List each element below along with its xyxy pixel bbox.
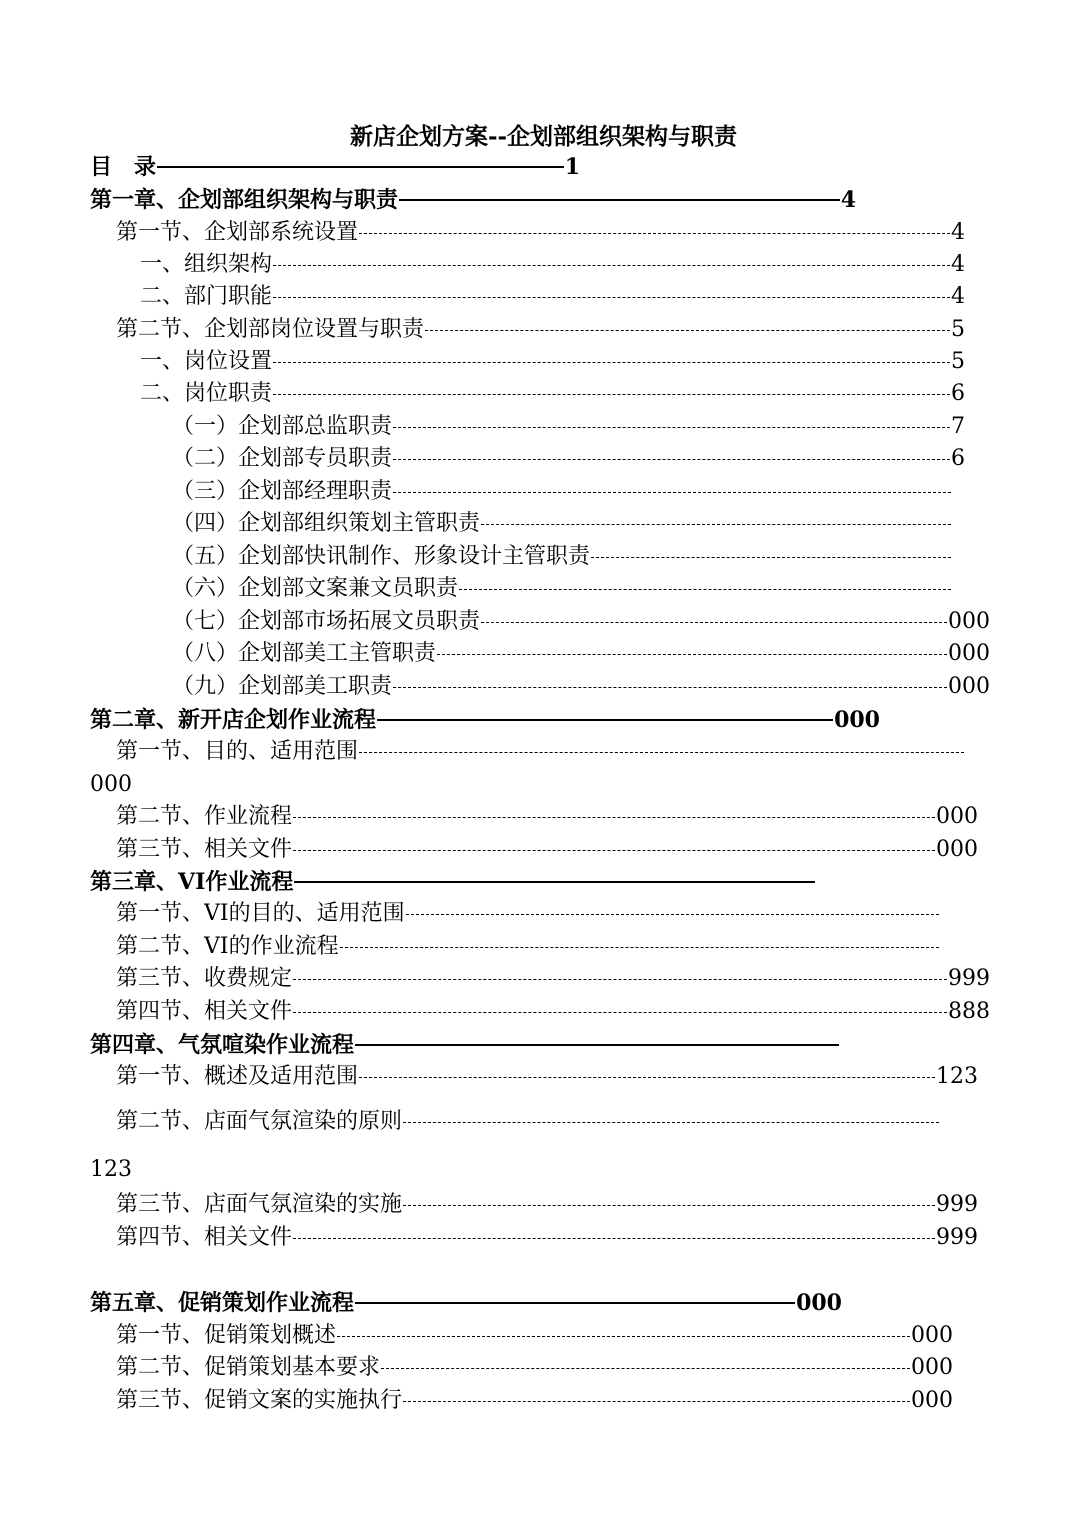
- toc-entry[interactable]: [172, 574, 952, 604]
- dot-leader: [293, 850, 935, 851]
- dot-leader: [406, 914, 939, 915]
- toc-entry[interactable]: [90, 185, 856, 215]
- toc-entry[interactable]: [116, 315, 965, 345]
- toc-entry[interactable]: [140, 282, 965, 312]
- toc-entry-page: 5: [951, 317, 965, 342]
- toc-entry[interactable]: [116, 1062, 978, 1092]
- toc-entry-label: 第三节、店面气氛渲染的实施: [116, 1192, 403, 1217]
- dot-leader: [393, 459, 950, 460]
- toc-entry-page: 000: [911, 1355, 953, 1380]
- toc-entry-label: 一、岗位设置: [140, 349, 273, 374]
- dot-leader: [399, 199, 840, 201]
- toc-entry[interactable]: [116, 997, 990, 1027]
- dot-leader: [481, 622, 947, 623]
- toc-entry-label: （三）企划部经理职责: [172, 479, 393, 504]
- dot-leader: [403, 1205, 935, 1206]
- dot-leader: [359, 1077, 935, 1078]
- toc-entry-page: 000: [936, 804, 978, 829]
- toc-entry-label: 第一节、促销策划概述: [116, 1323, 337, 1348]
- dot-leader: [157, 166, 564, 168]
- toc-entry-label: （八）企划部美工主管职责: [172, 641, 437, 666]
- toc-entry-page: 4: [951, 284, 965, 309]
- document-title: 新店企划方案--企划部组织架构与职责: [349, 123, 738, 150]
- toc-entry[interactable]: [90, 1030, 840, 1060]
- toc-entry[interactable]: [172, 542, 952, 572]
- dot-leader: [591, 557, 951, 558]
- toc-entry-page: 000: [911, 1388, 953, 1413]
- toc-entry-label: 二、部门职能: [140, 284, 273, 309]
- dot-leader: [437, 654, 947, 655]
- toc-entry-label: 第一节、概述及适用范围: [116, 1064, 359, 1089]
- toc-entry[interactable]: [172, 477, 952, 507]
- toc-entry-label: （六）企划部文案兼文员职责: [172, 576, 459, 601]
- toc-entry-page: 000: [90, 772, 132, 797]
- toc-entry-label: 第二节、企划部岗位设置与职责: [116, 317, 425, 342]
- toc-entry-label: 第四节、相关文件: [116, 999, 293, 1024]
- toc-entry-page: 123: [90, 1157, 132, 1182]
- toc-entry-page: 6: [951, 446, 965, 471]
- toc-entry[interactable]: [90, 705, 880, 735]
- dot-leader: [481, 524, 951, 525]
- dot-leader: [377, 719, 833, 721]
- toc-entry[interactable]: [116, 1107, 940, 1137]
- toc-entry-label: 第一节、企划部系统设置: [116, 220, 359, 245]
- toc-entry[interactable]: [116, 932, 940, 962]
- toc-entry-page: 999: [936, 1225, 978, 1250]
- toc-entry[interactable]: [140, 379, 965, 409]
- dot-leader: [273, 297, 950, 298]
- toc-entry-label: 第二节、店面气氛渲染的原则: [116, 1109, 403, 1134]
- toc-entry-page: 000: [948, 641, 990, 666]
- dot-leader: [359, 752, 964, 753]
- dot-leader: [340, 947, 939, 948]
- toc-entry-label: （七）企划部市场拓展文员职责: [172, 609, 481, 634]
- toc-entry-page: 000: [834, 707, 880, 733]
- toc-entry[interactable]: [172, 509, 952, 539]
- dot-leader: [293, 817, 935, 818]
- toc-entry[interactable]: [172, 412, 965, 442]
- dot-leader: [337, 1336, 910, 1337]
- toc-entry[interactable]: [116, 218, 965, 248]
- toc-entry-label: 第二节、作业流程: [116, 804, 293, 829]
- dot-leader: [393, 427, 950, 428]
- toc-entry-label: （五）企划部快讯制作、形象设计主管职责: [172, 544, 591, 569]
- dot-leader: [359, 233, 950, 234]
- toc-entry-label: 第三节、收费规定: [116, 966, 293, 991]
- toc-entry[interactable]: [90, 152, 580, 182]
- toc-entry[interactable]: [116, 835, 978, 865]
- toc-entry[interactable]: [90, 1288, 842, 1318]
- toc-entry-label: 第一节、VI的目的、适用范围: [116, 901, 405, 926]
- toc-entry-label: 目 录: [90, 154, 157, 180]
- toc-entry-label: 第二章、新开店企划作业流程: [90, 707, 377, 733]
- toc-entry-label: 第三节、促销文案的实施执行: [116, 1388, 403, 1413]
- toc-entry[interactable]: [116, 1353, 953, 1383]
- toc-entry-page: 1: [564, 154, 580, 180]
- toc-entry[interactable]: [116, 802, 978, 832]
- toc-entry-page: 999: [948, 966, 990, 991]
- toc-entry-label: （二）企划部专员职责: [172, 446, 393, 471]
- toc-entry-page: 6: [951, 381, 965, 406]
- toc-entry-page: 888: [948, 999, 990, 1024]
- dot-leader: [355, 1302, 795, 1304]
- toc-entry-page: 4: [951, 252, 965, 277]
- toc-entry[interactable]: [116, 1190, 978, 1220]
- toc-entry-label: 二、岗位职责: [140, 381, 273, 406]
- toc-entry-label: 第四章、气氛喧染作业流程: [90, 1032, 355, 1058]
- dot-leader: [425, 330, 950, 331]
- dot-leader: [393, 492, 951, 493]
- toc-entry[interactable]: [116, 899, 940, 929]
- toc-entry[interactable]: [116, 1223, 978, 1253]
- toc-entry-label: （一）企划部总监职责: [172, 414, 393, 439]
- dot-leader: [293, 979, 947, 980]
- toc-entry-label: 第三节、相关文件: [116, 837, 293, 862]
- toc-entry-label: 一、组织架构: [140, 252, 273, 277]
- toc-entry[interactable]: [90, 867, 816, 897]
- dot-leader: [273, 394, 950, 395]
- toc-entry-page: 000: [936, 837, 978, 862]
- toc-entry-page: 4: [840, 187, 856, 213]
- toc-entry-page: 4: [951, 220, 965, 245]
- toc-entry-label: 第四节、相关文件: [116, 1225, 293, 1250]
- toc-entry[interactable]: [140, 250, 965, 280]
- dot-leader: [381, 1368, 910, 1369]
- toc-entry[interactable]: [172, 607, 990, 637]
- dot-leader: [293, 1012, 947, 1013]
- dot-leader: [273, 362, 950, 363]
- toc-entry[interactable]: [172, 672, 990, 702]
- dot-leader: [355, 1044, 839, 1046]
- toc-entry-page: 5: [951, 349, 965, 374]
- dot-leader: [293, 1238, 935, 1239]
- toc-entry-page: 123: [936, 1064, 978, 1089]
- dot-leader: [459, 589, 951, 590]
- toc-entry-label: （四）企划部组织策划主管职责: [172, 511, 481, 536]
- dot-leader: [403, 1122, 939, 1123]
- toc-entry[interactable]: [116, 737, 965, 767]
- toc-entry-page: 000: [911, 1323, 953, 1348]
- toc-entry-label: 第一节、目的、适用范围: [116, 739, 359, 764]
- dot-leader: [403, 1401, 910, 1402]
- toc-entry-page: 000: [796, 1290, 842, 1316]
- toc-entry-page: 999: [936, 1192, 978, 1217]
- toc-entry-label: 第五章、促销策划作业流程: [90, 1290, 355, 1316]
- toc-entry-label: 第三章、VI作业流程: [90, 869, 294, 895]
- toc-entry[interactable]: [172, 639, 990, 669]
- toc-entry-page: 000: [948, 609, 990, 634]
- toc-entry-page: 7: [951, 414, 965, 439]
- toc-entry[interactable]: [116, 1386, 953, 1416]
- toc-entry-label: 第二节、VI的作业流程: [116, 934, 339, 959]
- dot-leader: [393, 687, 947, 688]
- toc-entry-page: 000: [948, 674, 990, 699]
- toc-entry-label: （九）企划部美工职责: [172, 674, 393, 699]
- toc-entry[interactable]: [140, 347, 965, 377]
- toc-entry-label: 第二节、促销策划基本要求: [116, 1355, 381, 1380]
- dot-leader: [273, 265, 950, 266]
- toc-entry[interactable]: [172, 444, 965, 474]
- toc-entry[interactable]: [116, 964, 990, 994]
- toc-entry-label: 第一章、企划部组织架构与职责: [90, 187, 399, 213]
- dot-leader: [294, 881, 815, 883]
- toc-entry[interactable]: [116, 1321, 953, 1351]
